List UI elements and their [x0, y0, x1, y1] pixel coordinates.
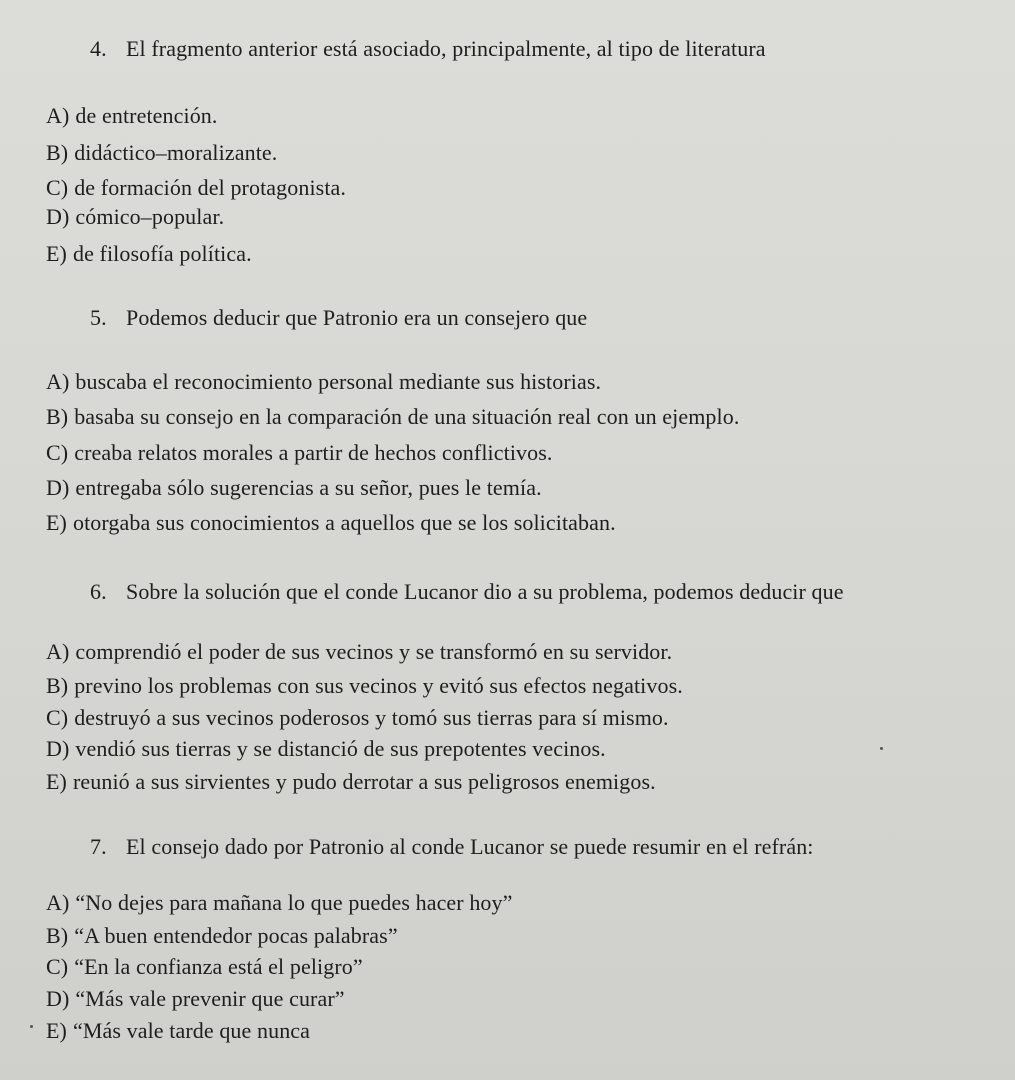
question-stem	[90, 832, 814, 862]
question-number: 5.	[90, 305, 107, 330]
option-letter: A)	[46, 103, 70, 128]
option-letter: C)	[46, 440, 69, 465]
option-letter: E)	[46, 241, 67, 266]
option-d[interactable]	[46, 202, 224, 232]
option-b[interactable]	[46, 402, 739, 432]
question-stem	[90, 303, 587, 333]
option-text: de entretención.	[75, 103, 218, 128]
option-a[interactable]	[46, 637, 672, 667]
option-text: creaba relatos morales a partir de hechos conflictivos.	[74, 440, 553, 465]
option-text: de formación del protagonista.	[74, 175, 347, 200]
option-text: de filosofía política.	[72, 241, 252, 266]
option-text: destruyó a sus vecinos poderosos y tomó sus tierras para sí mismo.	[74, 705, 669, 730]
option-letter: B)	[46, 404, 69, 429]
option-letter: D)	[46, 475, 70, 500]
option-c[interactable]	[46, 438, 553, 468]
option-e[interactable]	[46, 508, 616, 538]
option-b[interactable]	[46, 921, 398, 951]
option-letter: A)	[46, 890, 70, 915]
option-letter: D)	[46, 204, 70, 229]
option-letter: C)	[46, 175, 69, 200]
option-text: “Más vale prevenir que curar”	[75, 986, 345, 1011]
question-text: Podemos deducir que Patronio era un consejero que	[126, 305, 588, 330]
option-e[interactable]	[46, 767, 656, 797]
question-text: El fragmento anterior está asociado, principalmente, al tipo de literatura	[126, 36, 766, 61]
option-letter: E)	[46, 510, 67, 535]
option-letter: B)	[46, 923, 69, 948]
option-letter: C)	[46, 705, 69, 730]
question-text: Sobre la solución que el conde Lucanor dio a su problema, podemos deducir que	[126, 579, 844, 604]
option-text: basaba su consejo en la comparación de una situación real con un ejemplo.	[74, 404, 740, 429]
option-c[interactable]	[46, 952, 363, 982]
option-a[interactable]	[46, 888, 513, 918]
option-letter: C)	[46, 954, 69, 979]
option-text: cómico–popular.	[75, 204, 225, 229]
option-text: “No dejes para mañana lo que puedes hacer hoy”	[75, 890, 513, 915]
option-text: “Más vale tarde que nunca	[72, 1018, 311, 1043]
option-b[interactable]	[46, 671, 683, 701]
option-text: buscaba el reconocimiento personal mediante sus historias.	[75, 369, 602, 394]
option-text: “A buen entendedor pocas palabras”	[74, 923, 398, 948]
paper-speck	[880, 747, 883, 750]
option-text: vendió sus tierras y se distanció de sus prepotentes vecinos.	[75, 736, 606, 761]
question-number: 6.	[90, 579, 107, 604]
option-letter: A)	[46, 639, 70, 664]
option-c[interactable]	[46, 703, 669, 733]
question-stem	[90, 577, 844, 607]
option-text: reunió a sus sirvientes y pudo derrotar a sus peligrosos enemigos.	[72, 769, 656, 794]
option-letter: D)	[46, 986, 70, 1011]
option-text: entregaba sólo sugerencias a su señor, pues le temía.	[75, 475, 542, 500]
option-letter: A)	[46, 369, 70, 394]
option-d[interactable]	[46, 473, 542, 503]
option-text: otorgaba sus conocimientos a aquellos que se los solicitaban.	[72, 510, 616, 535]
option-text: comprendió el poder de sus vecinos y se transformó en su servidor.	[75, 639, 673, 664]
option-a[interactable]	[46, 367, 601, 397]
option-e[interactable]	[46, 239, 252, 269]
question-number: 7.	[90, 834, 107, 859]
option-letter: E)	[46, 769, 67, 794]
option-letter: D)	[46, 736, 70, 761]
option-d[interactable]	[46, 734, 606, 764]
option-text: “En la confianza está el peligro”	[74, 954, 363, 979]
option-e[interactable]	[46, 1016, 310, 1046]
option-text: previno los problemas con sus vecinos y evitó sus efectos negativos.	[74, 673, 683, 698]
option-d[interactable]	[46, 984, 345, 1014]
question-stem	[90, 34, 766, 64]
option-letter: B)	[46, 673, 69, 698]
question-text: El consejo dado por Patronio al conde Lucanor se puede resumir en el refrán:	[126, 834, 814, 859]
option-c[interactable]	[46, 173, 346, 203]
option-text: didáctico–moralizante.	[74, 140, 278, 165]
option-a[interactable]	[46, 101, 218, 131]
option-b[interactable]	[46, 138, 277, 168]
option-letter: B)	[46, 140, 69, 165]
question-number: 4.	[90, 36, 107, 61]
option-letter: E)	[46, 1018, 67, 1043]
paper-speck	[30, 1025, 33, 1028]
